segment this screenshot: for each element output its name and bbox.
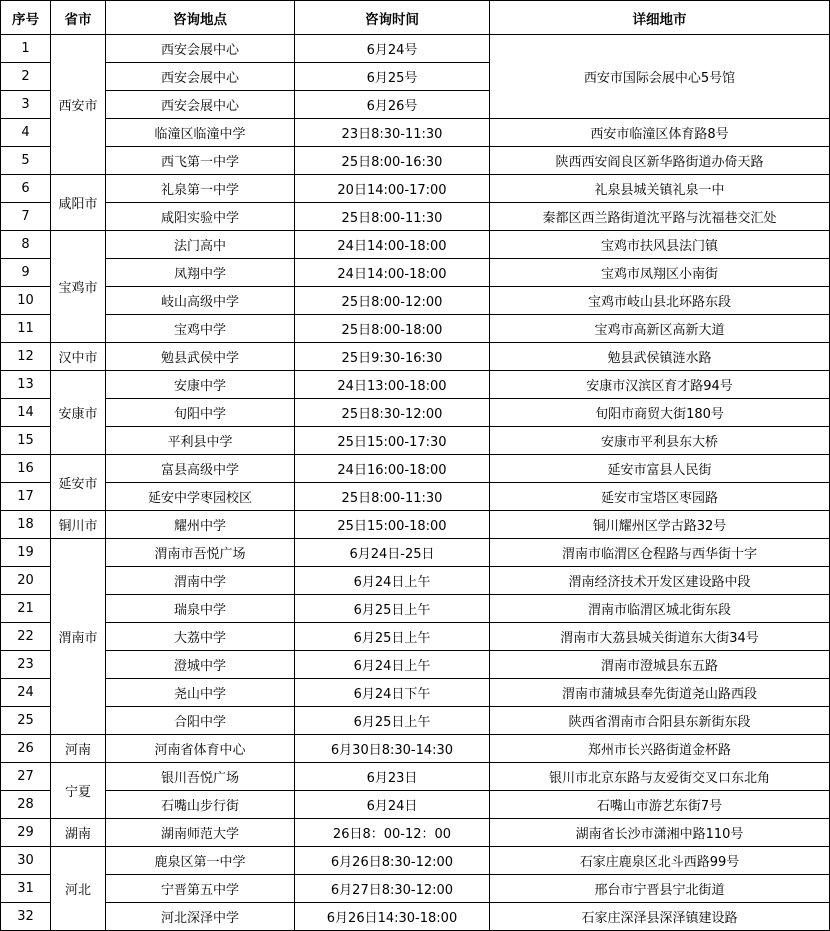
location-cell: 岐山高级中学	[106, 287, 295, 315]
row-index: 24	[1, 679, 51, 707]
location-cell: 礼泉第一中学	[106, 175, 295, 203]
address-cell: 礼泉县城关镇礼泉一中	[490, 175, 830, 203]
time-cell: 25日8:30-12:00	[295, 399, 490, 427]
table-row	[1, 343, 830, 371]
time-cell: 25日15:00-17:30	[295, 427, 490, 455]
time-cell: 25日8:00-11:30	[295, 483, 490, 511]
table-row	[1, 875, 830, 903]
header-location: 咨询地点	[106, 1, 295, 35]
time-cell: 6月24日-25日	[295, 539, 490, 567]
row-index: 23	[1, 651, 51, 679]
table-row	[1, 791, 830, 819]
location-cell: 鹿泉区第一中学	[106, 847, 295, 875]
table-row	[1, 35, 830, 63]
row-index: 15	[1, 427, 51, 455]
time-cell: 25日15:00-18:00	[295, 511, 490, 539]
header-row	[1, 1, 830, 35]
table-row	[1, 651, 830, 679]
row-index: 18	[1, 511, 51, 539]
row-index: 3	[1, 91, 51, 119]
location-cell: 河南省体育中心	[106, 735, 295, 763]
row-index: 32	[1, 903, 51, 931]
row-index: 17	[1, 483, 51, 511]
table-row	[1, 819, 830, 847]
table-row	[1, 623, 830, 651]
time-cell: 6月24日上午	[295, 567, 490, 595]
row-index: 11	[1, 315, 51, 343]
time-cell: 24日16:00-18:00	[295, 455, 490, 483]
city-cell: 安康市	[51, 371, 106, 455]
city-cell: 延安市	[51, 455, 106, 511]
location-cell: 安康中学	[106, 371, 295, 399]
address-cell: 陕西省渭南市合阳县东新街东段	[490, 707, 830, 735]
city-cell: 河南	[51, 735, 106, 763]
time-cell: 6月25日上午	[295, 623, 490, 651]
table-row	[1, 175, 830, 203]
row-index: 5	[1, 147, 51, 175]
location-cell: 勉县武侯中学	[106, 343, 295, 371]
address-cell: 宝鸡市岐山县北环路东段	[490, 287, 830, 315]
row-index: 19	[1, 539, 51, 567]
time-cell: 25日9:30-16:30	[295, 343, 490, 371]
location-cell: 宁晋第五中学	[106, 875, 295, 903]
location-cell: 旬阳中学	[106, 399, 295, 427]
time-cell: 23日8:30-11:30	[295, 119, 490, 147]
city-cell: 河北	[51, 847, 106, 931]
row-index: 12	[1, 343, 51, 371]
row-index: 6	[1, 175, 51, 203]
location-cell: 石嘴山步行街	[106, 791, 295, 819]
table-row	[1, 231, 830, 259]
table-row	[1, 455, 830, 483]
location-cell: 河北深泽中学	[106, 903, 295, 931]
city-cell: 宝鸡市	[51, 231, 106, 343]
table-row	[1, 287, 830, 315]
row-index: 9	[1, 259, 51, 287]
table-row	[1, 315, 830, 343]
header-time: 咨询时间	[295, 1, 490, 35]
address-cell: 石嘴山市游艺东街7号	[490, 791, 830, 819]
address-cell: 郑州市长兴路街道金杯路	[490, 735, 830, 763]
row-index: 13	[1, 371, 51, 399]
location-cell: 富县高级中学	[106, 455, 295, 483]
location-cell: 西安会展中心	[106, 91, 295, 119]
time-cell: 6月26日14:30-18:00	[295, 903, 490, 931]
location-cell: 咸阳实验中学	[106, 203, 295, 231]
address-cell: 渭南市临渭区城北街东段	[490, 595, 830, 623]
location-cell: 银川吾悦广场	[106, 763, 295, 791]
time-cell: 26日8：00-12：00	[295, 819, 490, 847]
row-index: 16	[1, 455, 51, 483]
address-cell: 宝鸡市凤翔区小南街	[490, 259, 830, 287]
time-cell: 6月24号	[295, 35, 490, 63]
address-cell: 勉县武侯镇涟水路	[490, 343, 830, 371]
row-index: 26	[1, 735, 51, 763]
table-row	[1, 903, 830, 931]
table-row	[1, 483, 830, 511]
time-cell: 6月24日下午	[295, 679, 490, 707]
location-cell: 延安中学枣园校区	[106, 483, 295, 511]
location-cell: 凤翔中学	[106, 259, 295, 287]
city-cell: 咸阳市	[51, 175, 106, 231]
header-index: 序号	[1, 1, 51, 35]
table-row	[1, 707, 830, 735]
city-cell: 湖南	[51, 819, 106, 847]
row-index: 28	[1, 791, 51, 819]
row-index: 8	[1, 231, 51, 259]
location-cell: 法门高中	[106, 231, 295, 259]
table-row	[1, 427, 830, 455]
table-row	[1, 203, 830, 231]
table-row	[1, 567, 830, 595]
row-index: 29	[1, 819, 51, 847]
time-cell: 6月23日	[295, 763, 490, 791]
time-cell: 6月30日8:30-14:30	[295, 735, 490, 763]
address-cell: 宝鸡市高新区高新大道	[490, 315, 830, 343]
time-cell: 6月26日8:30-12:00	[295, 847, 490, 875]
table-row	[1, 371, 830, 399]
city-cell: 西安市	[51, 35, 106, 175]
table-row	[1, 735, 830, 763]
row-index: 25	[1, 707, 51, 735]
time-cell: 6月25日上午	[295, 707, 490, 735]
row-index: 31	[1, 875, 51, 903]
time-cell: 25日8:00-12:00	[295, 287, 490, 315]
time-cell: 24日14:00-18:00	[295, 259, 490, 287]
table-row	[1, 399, 830, 427]
address-cell: 旬阳市商贸大街180号	[490, 399, 830, 427]
address-cell: 西安市国际会展中心5号馆	[490, 35, 830, 119]
table-row	[1, 147, 830, 175]
address-cell: 延安市宝塔区枣园路	[490, 483, 830, 511]
time-cell: 24日13:00-18:00	[295, 371, 490, 399]
location-cell: 瑞泉中学	[106, 595, 295, 623]
time-cell: 25日8:00-16:30	[295, 147, 490, 175]
row-index: 7	[1, 203, 51, 231]
city-cell: 铜川市	[51, 511, 106, 539]
location-cell: 尧山中学	[106, 679, 295, 707]
address-cell: 石家庄鹿泉区北斗西路99号	[490, 847, 830, 875]
time-cell: 6月24日上午	[295, 651, 490, 679]
time-cell: 25日8:00-18:00	[295, 315, 490, 343]
table-row	[1, 763, 830, 791]
row-index: 20	[1, 567, 51, 595]
table-row	[1, 511, 830, 539]
row-index: 22	[1, 623, 51, 651]
header-address: 详细地市	[490, 1, 830, 35]
time-cell: 20日14:00-17:00	[295, 175, 490, 203]
location-cell: 渭南中学	[106, 567, 295, 595]
address-cell: 铜川耀州区学古路32号	[490, 511, 830, 539]
address-cell: 西安市临潼区体育路8号	[490, 119, 830, 147]
location-cell: 平利县中学	[106, 427, 295, 455]
row-index: 1	[1, 35, 51, 63]
location-cell: 西飞第一中学	[106, 147, 295, 175]
address-cell: 渭南市澄城县东五路	[490, 651, 830, 679]
address-cell: 渭南市大荔县城关街道东大街34号	[490, 623, 830, 651]
row-index: 21	[1, 595, 51, 623]
table-row	[1, 595, 830, 623]
address-cell: 银川市北京东路与友爱街交叉口东北角	[490, 763, 830, 791]
header-province-city: 省市	[51, 1, 106, 35]
location-cell: 临潼区临潼中学	[106, 119, 295, 147]
address-cell: 石家庄深泽县深泽镇建设路	[490, 903, 830, 931]
address-cell: 延安市富县人民街	[490, 455, 830, 483]
city-cell: 汉中市	[51, 343, 106, 371]
location-cell: 西安会展中心	[106, 35, 295, 63]
time-cell: 6月24日	[295, 791, 490, 819]
address-cell: 渭南市蒲城县奉先街道尧山路西段	[490, 679, 830, 707]
time-cell: 6月25日上午	[295, 595, 490, 623]
address-cell: 渭南市临渭区仓程路与西华街十字	[490, 539, 830, 567]
address-cell: 邢台市宁晋县宁北街道	[490, 875, 830, 903]
table-row	[1, 119, 830, 147]
city-cell: 渭南市	[51, 539, 106, 735]
address-cell: 安康市汉滨区育才路94号	[490, 371, 830, 399]
time-cell: 6月26号	[295, 91, 490, 119]
row-index: 30	[1, 847, 51, 875]
table-row	[1, 847, 830, 875]
row-index: 10	[1, 287, 51, 315]
table-row	[1, 259, 830, 287]
time-cell: 24日14:00-18:00	[295, 231, 490, 259]
row-index: 4	[1, 119, 51, 147]
location-cell: 耀州中学	[106, 511, 295, 539]
location-cell: 澄城中学	[106, 651, 295, 679]
row-index: 2	[1, 63, 51, 91]
location-cell: 宝鸡中学	[106, 315, 295, 343]
address-cell: 陕西西安阎良区新华路街道办倚天路	[490, 147, 830, 175]
table-row	[1, 679, 830, 707]
address-cell: 湖南省长沙市潇湘中路110号	[490, 819, 830, 847]
location-cell: 渭南市吾悦广场	[106, 539, 295, 567]
location-cell: 合阳中学	[106, 707, 295, 735]
time-cell: 25日8:00-11:30	[295, 203, 490, 231]
address-cell: 渭南经济技术开发区建设路中段	[490, 567, 830, 595]
address-cell: 安康市平利县东大桥	[490, 427, 830, 455]
address-cell: 秦都区西兰路街道沈平路与沈福巷交汇处	[490, 203, 830, 231]
row-index: 27	[1, 763, 51, 791]
location-cell: 大荔中学	[106, 623, 295, 651]
time-cell: 6月27日8:30-12:00	[295, 875, 490, 903]
address-cell: 宝鸡市扶风县法门镇	[490, 231, 830, 259]
location-cell: 湖南师范大学	[106, 819, 295, 847]
row-index: 14	[1, 399, 51, 427]
location-cell: 西安会展中心	[106, 63, 295, 91]
time-cell: 6月25号	[295, 63, 490, 91]
city-cell: 宁夏	[51, 763, 106, 819]
table-row	[1, 539, 830, 567]
